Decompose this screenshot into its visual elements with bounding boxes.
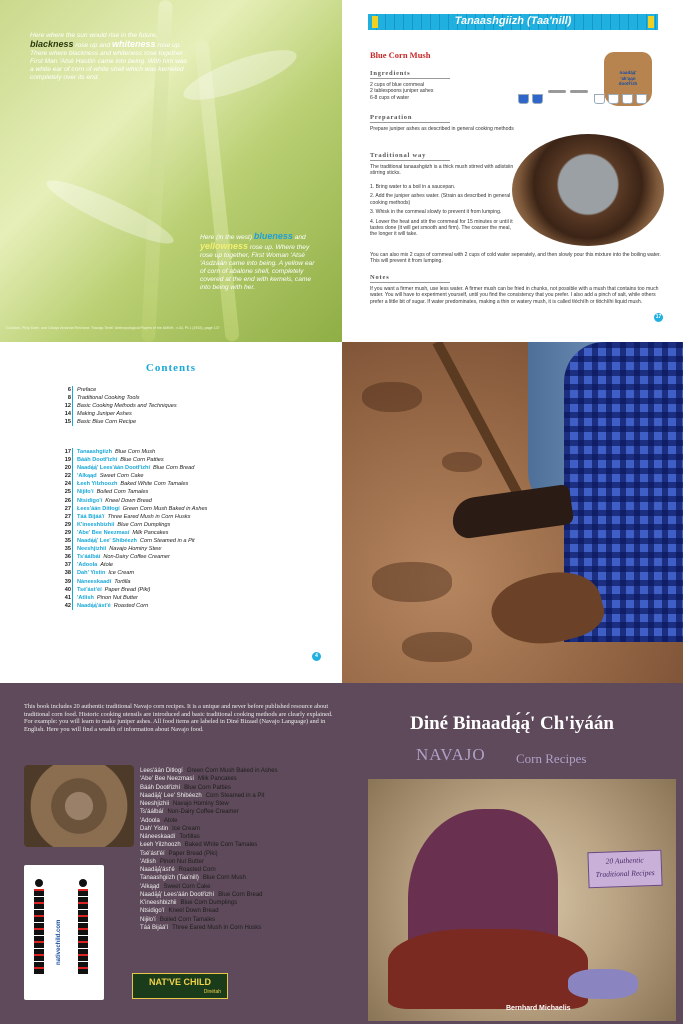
page-number: 17 [655, 314, 662, 320]
toc-entry[interactable]: 19 Bááh Dootł'izhí Blue Corn Patties [64, 457, 164, 464]
website-url: nativechild.com [56, 919, 62, 965]
blue-corn [568, 969, 638, 999]
toc-entry[interactable]: 27 Łees'áán Ditłogí Green Corn Mush Baked in Ashes [64, 505, 208, 512]
recipe-list-item: Bááh Dootł'izhí Blue Corn Patties [140, 784, 231, 791]
toc-entry[interactable]: 22 'Alkąąd Sweet Corn Cake [64, 473, 144, 480]
notes-heading: Notes [370, 274, 450, 283]
contents-page [0, 342, 342, 683]
recipe-list-item: 'Abe' Bee Neezmasí Milk Pancakes [140, 776, 237, 783]
toc-group-recipes [64, 448, 312, 610]
page-number: 4 [312, 652, 321, 661]
cover-subtitle-navajo: NAVAJO [416, 745, 486, 764]
word-blueness: blueness [253, 231, 293, 241]
recipe-banner [368, 14, 658, 30]
recipe-page [342, 0, 683, 342]
recipe-list-item: Lees'áán Ditłogí Green Corn Mush Baked in Ashes [140, 768, 278, 774]
recipe-list-item: K'ineeshbizhii Blue Corn Dumplings [140, 900, 238, 906]
toc-entry[interactable]: 26 Ntsidigo'í Kneel Down Bread [64, 497, 152, 504]
toc-entry[interactable]: 12 Basic Cooking Methods and Techniques [64, 403, 177, 410]
recipe-list-item: Dah' Yistin Ice Cream [140, 825, 200, 832]
cup-icon [518, 94, 529, 104]
toc-entry[interactable]: 17 Tanaashgiizh Blue Corn Mush [64, 449, 156, 455]
preparation-text: Prepare juniper ashes as described in general cooking methods [370, 126, 514, 132]
toc-entry[interactable]: 25 Nijiło'í Boiled Corn Tamales [64, 489, 149, 496]
recipe-list-item: 'Adoola Atole [140, 817, 178, 824]
recipe-list-item: Naadą́ą́'ást'é Roasted Corn [140, 867, 216, 873]
soil-clod [442, 452, 482, 472]
toc-entry[interactable]: 15 Basic Blue Corn Recipe [64, 419, 137, 426]
soil-clod [402, 632, 472, 662]
spoon-icon [548, 90, 566, 93]
publisher-logo: NAT'VE CHILD Dinétah [132, 973, 228, 999]
quote-first-man: Here where the sun would rise in the future, blackness rose up and whiteness rose up. There where blackness and whiteness rose together First Man 'Atsé Hastiin came into being. With him was a white ear of corn of white shell which was kerneled completely over its end. [30, 32, 187, 81]
toc-entry[interactable]: 42 Naadą́ą́'ást'é Roasted Corn [64, 602, 149, 609]
toc-entry[interactable]: 40 Tsé'ást'éí Paper Bread (Piki) [64, 586, 151, 593]
cover-subtitle-corn: Corn Recipes [516, 751, 587, 766]
recipe-list-item: Tanaashgiizh (Taa'nill) Blue Corn Mush [140, 875, 246, 882]
toc-entry[interactable]: 24 Łeeh Yilzhoozh Baked White Corn Tamales [64, 481, 189, 488]
traditional-intro: The traditional tanaashgiizh is a thick mush stirred with adistsiin stirring sticks. [370, 164, 514, 177]
toc-entry[interactable]: 39 Náneeskaadí Tortilla [64, 578, 131, 585]
recipe-list-item: Táá Bijáá'í Three Eared Mush in Corn Husks [140, 924, 262, 931]
quote-first-woman: Here (in the west) blueness and yellowness rose up. Where they rose up together, First Woman 'Atsé 'Asdzáán came into being. A yellow ear of corn of abalone shell, completely covered at the end with kernels, came into being with her. [200, 231, 315, 291]
word-blackness: blackness [30, 39, 74, 49]
cover-photo [368, 779, 676, 1021]
cup-icon [594, 94, 605, 104]
spoon-icon [570, 90, 588, 93]
toc-entry[interactable]: 35 Naadą́ą́' Lee' Shibéezh Corn Steamed in a Pit [64, 538, 195, 545]
contents-title: Contents [145, 362, 197, 374]
cup-icon [608, 94, 619, 104]
recipe-title: Blue Corn Mush [370, 50, 431, 60]
recipe-list-item: Naadą́ą́' Lee' Shibéezh Corn Steamed in a Pit [140, 792, 265, 799]
toc-entry[interactable]: 36 Ts'áálbáí Non-Dairy Coffee Creamer [64, 554, 170, 561]
recipe-list-item: Tsé'ást'éí Paper Bread (Piki) [140, 850, 218, 857]
word-whiteness: whiteness [112, 39, 156, 49]
recipe-list-item: 'Atlish Pinon Nut Butter [140, 858, 204, 865]
toc-entry[interactable]: 14 Making Juniper Ashes [64, 411, 132, 418]
bag-label: naadą́ą́' 'ak'ąąn dootł'izh [618, 70, 638, 87]
recipe-list-item: Ntsidigo'í Kneel Down Bread [140, 908, 219, 915]
recipe-list-item: Neeshjizhii Navajo Hominy Stew [140, 801, 229, 807]
toc-entry[interactable]: 6 Preface [67, 387, 97, 393]
soil-clod [362, 382, 422, 412]
toc-entry[interactable]: 27 Táá Bijáá'í Three Eared Mush in Corn Husks [64, 513, 191, 520]
basket-photo [24, 765, 134, 847]
shoe [450, 484, 574, 540]
word-yellowness: yellowness [200, 241, 249, 251]
measuring-cups [518, 90, 658, 106]
banner-title: Tanaashgiizh (Taa'nill) [454, 15, 572, 27]
cup-icon [622, 94, 633, 104]
recipes-badge: 20 Authentic Traditional Recipes [587, 850, 662, 889]
book-blurb: This book includes 20 authentic traditional Navajo corn recipes. It is a unique and never before published resource about traditional corn food. Historic cooking utensils are introduced and basic traditional cooking methods are clearly explained. For example: you will learn to make juniper ashes. All food items are labeled in Diné Bizaad (Navajo Language) and in English. Here you will find a wealth of information about Navajo food. [24, 703, 333, 733]
recipe-list [140, 767, 340, 932]
corn-photo-page [0, 0, 342, 342]
toc-entry[interactable]: 29 K'ineeshbizhii Blue Corn Dumplings [64, 521, 171, 528]
toc-entry[interactable]: 41 'Atlish Pinon Nut Butter [64, 594, 138, 601]
navajo-dolls-image [24, 865, 104, 1000]
recipe-list-item: Ts'áálbáí Non-Dairy Coffee Creamer [140, 809, 239, 816]
recipe-list-item: Nijiło'í Boiled Corn Tamales [140, 916, 216, 923]
mush-bowl-photo [512, 134, 664, 246]
cover-title: Diné Binaadą́ą́' Ch'iyáán [410, 713, 614, 734]
cup-icon [532, 94, 543, 104]
notes-text: If you want a firmer mush, use less water. A firmer mush can be fried in chunks, not possible with a mush that contains too much water. You will have to experiment yourself, until you find the consistency that you prefer. I also add a pinch of salt, while others prefer a little bit of sugar. If water predominates, making a thin or watery mush, it is called tłóchííh or tłóchííhi liquid mush. [370, 286, 659, 305]
soil-clod [372, 562, 452, 602]
tip-text: You can also mix 2 cups of cornmeal with 2 cups of cold water seperately, and then slowly pour this mixture into the boiling water. This will prevent it from lumping. [370, 252, 661, 265]
steps-list: 1. Bring water to a boil in a saucepan. 2. Add the juniper ashes water. (Strain as described in general cooking methods) 3. Whisk in the cornmeal slowly to prevent it from lumping. 4. Lower the heat and stir the cornmeal for 15 minutes or until it tastes done (it will get smooth and firm). The coarser the meal, the longer it will take. [370, 184, 513, 238]
traditional-heading: Traditional way [370, 152, 450, 161]
ingredients-heading: Ingredients [370, 70, 450, 79]
doll-figure [32, 879, 46, 989]
toc-entry[interactable]: 20 Naadą́ą́' Lees'áán Dootł'izhí Blue Corn Bread [64, 465, 195, 472]
toc-entry[interactable]: 8 Traditional Cooking Tools [67, 395, 140, 402]
toc-entry[interactable]: 29 'Abe' Bee Neezmasí Milk Pancakes [64, 529, 169, 536]
citation: Goddard, Pliny Earle, and Gladys Amanda Reichard: "Navajo Texts" Anthropological Papers of the AMNH , v.34, Pt.1 (1933), page 137 [6, 326, 220, 330]
skirt [388, 929, 588, 1009]
recipe-list-item: Łeeh Yilzhoozh Baked White Corn Tamales [140, 842, 258, 849]
ingredients-list: 2 cups of blue cornmeal 2 tablespoons juniper ashes 6-8 cups of water [370, 82, 434, 101]
back-cover [0, 683, 683, 1024]
hands-soil-photo [342, 342, 683, 683]
recipe-list-item: Naadą́ą́' Lees'áán Dootł'izhí Blue Corn Bread [140, 891, 263, 898]
toc-group-basics [64, 386, 312, 426]
author-name: Bernhard Michaelis [506, 1005, 571, 1012]
preparation-heading: Preparation [370, 114, 450, 123]
toc-entry[interactable]: 38 Dah' Yistin Ice Cream [64, 570, 135, 577]
recipe-list-item: 'Alkąąd Sweet Corn Cake [140, 883, 211, 890]
cup-icon [636, 94, 647, 104]
doll-figure [76, 879, 90, 989]
toc-entry[interactable]: 35 Neeshjizhii Navajo Hominy Stew [64, 546, 162, 553]
recipe-list-item: Náneeskaadí Tortillas [140, 834, 200, 840]
toc-entry[interactable]: 37 'Adoola Atole [64, 562, 114, 569]
